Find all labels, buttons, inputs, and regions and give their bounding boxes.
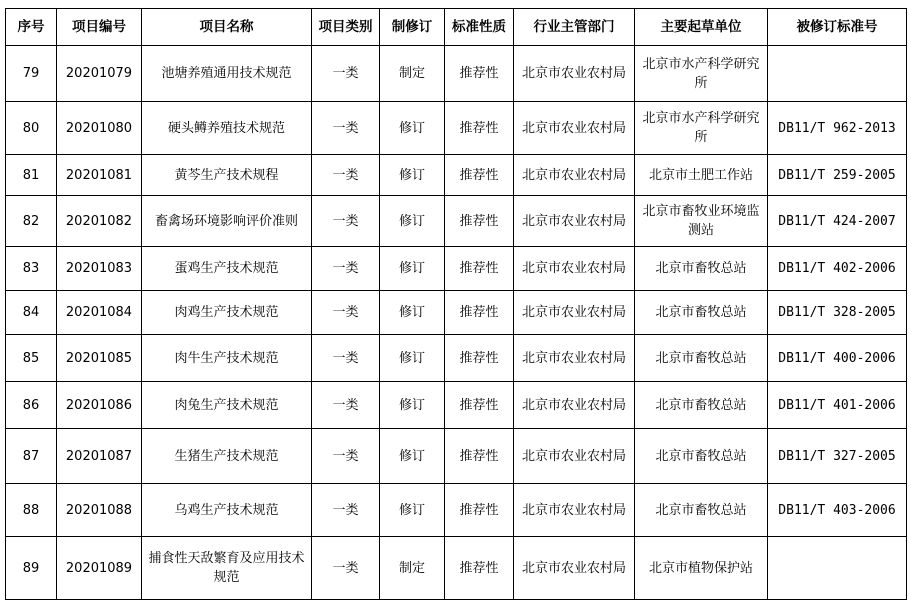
- cell-name: 生猪生产技术规范: [142, 429, 312, 484]
- header-dept: 行业主管部门: [514, 9, 635, 46]
- cell-code: 20201086: [57, 382, 142, 429]
- cell-dept: 北京市农业农村局: [514, 247, 635, 291]
- header-name: 项目名称: [142, 9, 312, 46]
- table-row: [6, 429, 907, 484]
- cell-category: 一类: [312, 291, 380, 335]
- cell-code: 20201079: [57, 46, 142, 102]
- cell-drafter: 北京市畜牧业环境监测站: [635, 196, 768, 247]
- header-seq: 序号: [6, 9, 57, 46]
- table-row: [6, 155, 907, 196]
- cell-category: 一类: [312, 196, 380, 247]
- header-category: 项目类别: [312, 9, 380, 46]
- cell-code: 20201085: [57, 335, 142, 382]
- table-row: [6, 102, 907, 155]
- cell-nature: 推荐性: [445, 335, 514, 382]
- cell-name: 捕食性天敌繁育及应用技术规范: [142, 537, 312, 600]
- cell-category: 一类: [312, 484, 380, 537]
- cell-name: 畜禽场环境影响评价准则: [142, 196, 312, 247]
- cell-seq: 79: [6, 46, 57, 102]
- standards-table: [5, 8, 907, 600]
- cell-replaced: [768, 46, 907, 102]
- cell-replaced: DB11/T 259-2005: [768, 155, 907, 196]
- cell-name: 池塘养殖通用技术规范: [142, 46, 312, 102]
- cell-name: 硬头鳟养殖技术规范: [142, 102, 312, 155]
- cell-drafter: 北京市畜牧总站: [635, 382, 768, 429]
- cell-revision: 制定: [380, 46, 445, 102]
- cell-seq: 87: [6, 429, 57, 484]
- cell-category: 一类: [312, 46, 380, 102]
- header-nature: 标准性质: [445, 9, 514, 46]
- cell-revision: 制定: [380, 537, 445, 600]
- cell-replaced: DB11/T 403-2006: [768, 484, 907, 537]
- cell-replaced: DB11/T 401-2006: [768, 382, 907, 429]
- cell-replaced: [768, 537, 907, 600]
- cell-drafter: 北京市水产科学研究所: [635, 102, 768, 155]
- cell-nature: 推荐性: [445, 196, 514, 247]
- cell-code: 20201080: [57, 102, 142, 155]
- cell-name: 乌鸡生产技术规范: [142, 484, 312, 537]
- cell-seq: 84: [6, 291, 57, 335]
- cell-nature: 推荐性: [445, 291, 514, 335]
- cell-dept: 北京市农业农村局: [514, 291, 635, 335]
- cell-revision: 修订: [380, 382, 445, 429]
- header-code: 项目编号: [57, 9, 142, 46]
- cell-seq: 86: [6, 382, 57, 429]
- cell-drafter: 北京市畜牧总站: [635, 484, 768, 537]
- cell-nature: 推荐性: [445, 382, 514, 429]
- cell-revision: 修订: [380, 291, 445, 335]
- cell-category: 一类: [312, 102, 380, 155]
- cell-drafter: 北京市土肥工作站: [635, 155, 768, 196]
- cell-category: 一类: [312, 155, 380, 196]
- cell-code: 20201087: [57, 429, 142, 484]
- table-row: [6, 382, 907, 429]
- cell-nature: 推荐性: [445, 537, 514, 600]
- header-replaced: 被修订标准号: [768, 9, 907, 46]
- cell-dept: 北京市农业农村局: [514, 429, 635, 484]
- cell-dept: 北京市农业农村局: [514, 196, 635, 247]
- cell-nature: 推荐性: [445, 484, 514, 537]
- cell-dept: 北京市农业农村局: [514, 46, 635, 102]
- cell-category: 一类: [312, 247, 380, 291]
- cell-seq: 85: [6, 335, 57, 382]
- cell-dept: 北京市农业农村局: [514, 102, 635, 155]
- cell-nature: 推荐性: [445, 247, 514, 291]
- cell-revision: 修订: [380, 155, 445, 196]
- table-row: [6, 46, 907, 102]
- table-row: [6, 537, 907, 600]
- cell-code: 20201081: [57, 155, 142, 196]
- cell-drafter: 北京市畜牧总站: [635, 429, 768, 484]
- cell-code: 20201084: [57, 291, 142, 335]
- cell-replaced: DB11/T 402-2006: [768, 247, 907, 291]
- cell-drafter: 北京市畜牧总站: [635, 291, 768, 335]
- cell-seq: 81: [6, 155, 57, 196]
- cell-dept: 北京市农业农村局: [514, 155, 635, 196]
- cell-nature: 推荐性: [445, 429, 514, 484]
- header-drafter: 主要起草单位: [635, 9, 768, 46]
- cell-name: 肉牛生产技术规范: [142, 335, 312, 382]
- cell-revision: 修订: [380, 335, 445, 382]
- cell-replaced: DB11/T 424-2007: [768, 196, 907, 247]
- cell-dept: 北京市农业农村局: [514, 335, 635, 382]
- cell-code: 20201089: [57, 537, 142, 600]
- cell-drafter: 北京市水产科学研究所: [635, 46, 768, 102]
- cell-dept: 北京市农业农村局: [514, 537, 635, 600]
- cell-seq: 82: [6, 196, 57, 247]
- table-row: [6, 247, 907, 291]
- cell-name: 肉兔生产技术规范: [142, 382, 312, 429]
- cell-nature: 推荐性: [445, 155, 514, 196]
- cell-code: 20201088: [57, 484, 142, 537]
- cell-revision: 修订: [380, 102, 445, 155]
- cell-revision: 修订: [380, 429, 445, 484]
- cell-name: 黄芩生产技术规程: [142, 155, 312, 196]
- cell-revision: 修订: [380, 484, 445, 537]
- cell-code: 20201082: [57, 196, 142, 247]
- cell-replaced: DB11/T 400-2006: [768, 335, 907, 382]
- table-row: [6, 335, 907, 382]
- cell-seq: 83: [6, 247, 57, 291]
- cell-drafter: 北京市畜牧总站: [635, 335, 768, 382]
- cell-seq: 88: [6, 484, 57, 537]
- cell-dept: 北京市农业农村局: [514, 484, 635, 537]
- cell-category: 一类: [312, 429, 380, 484]
- table-row: [6, 291, 907, 335]
- cell-code: 20201083: [57, 247, 142, 291]
- table-row: [6, 196, 907, 247]
- cell-drafter: 北京市畜牧总站: [635, 247, 768, 291]
- cell-seq: 89: [6, 537, 57, 600]
- cell-name: 肉鸡生产技术规范: [142, 291, 312, 335]
- cell-seq: 80: [6, 102, 57, 155]
- cell-revision: 修订: [380, 196, 445, 247]
- table-row: [6, 484, 907, 537]
- cell-replaced: DB11/T 327-2005: [768, 429, 907, 484]
- header-row: [6, 9, 907, 46]
- cell-nature: 推荐性: [445, 46, 514, 102]
- cell-nature: 推荐性: [445, 102, 514, 155]
- header-revision: 制修订: [380, 9, 445, 46]
- cell-replaced: DB11/T 328-2005: [768, 291, 907, 335]
- cell-category: 一类: [312, 335, 380, 382]
- cell-category: 一类: [312, 382, 380, 429]
- cell-drafter: 北京市植物保护站: [635, 537, 768, 600]
- cell-name: 蛋鸡生产技术规范: [142, 247, 312, 291]
- cell-revision: 修订: [380, 247, 445, 291]
- cell-replaced: DB11/T 962-2013: [768, 102, 907, 155]
- cell-category: 一类: [312, 537, 380, 600]
- cell-dept: 北京市农业农村局: [514, 382, 635, 429]
